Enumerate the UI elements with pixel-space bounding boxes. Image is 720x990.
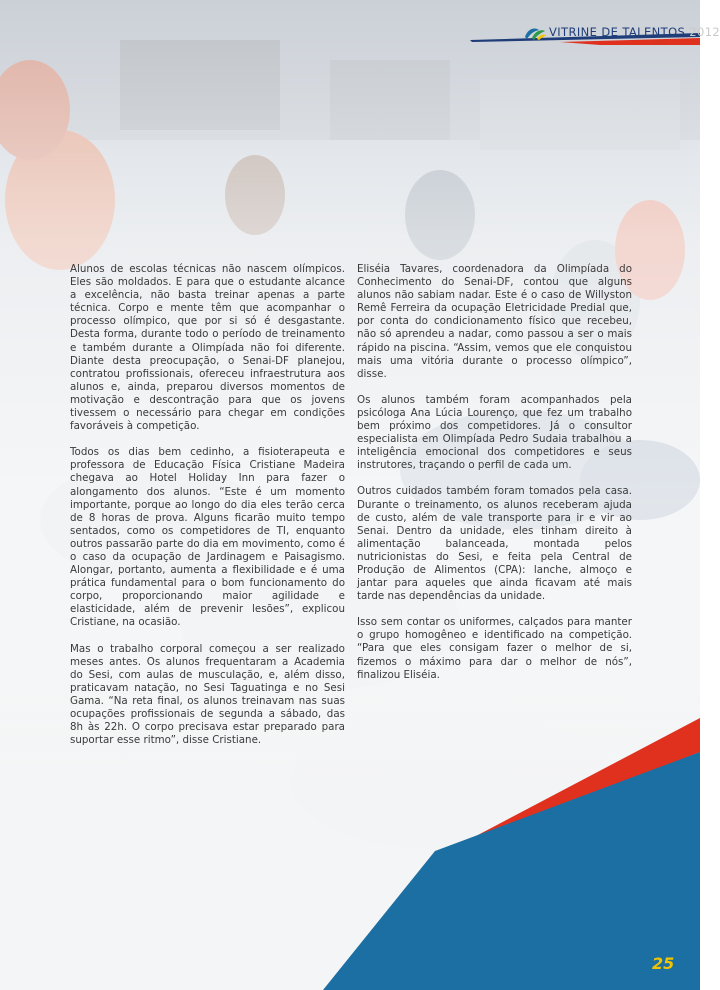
header-year: 2012 <box>689 25 720 39</box>
page-number: 25 <box>652 954 675 973</box>
header-title: VITRINE DE TALENTOS 2012 <box>549 25 720 39</box>
paragraph: Isso sem contar os uniformes, calçados para manter o grupo homogêneo e identificado na competição. “Para que eles consigam fazer o melhor de si, fizemos o máximo para dar o melhor de nós”, finalizou Eliséia. <box>357 616 632 681</box>
blue-shape <box>323 752 700 990</box>
header-subtitle: SENAI <box>654 40 666 45</box>
paragraph: Alunos de escolas técnicas não nascem olímpicos. Eles são moldados. E para que o estudante alcance a excelência, não basta treinar apenas a parte técnica. Corpo e mente têm que acompanhar o processo olímpico, que por si só é desgastante. Desta forma, durante todo o período de treinamento e também durante a Olimpíada não foi diferente. Diante desta preocupação, o Senai-DF planejou, contratou profissionais, ofereceu infraestrutura aos alunos e, ainda, preparou diversos momentos de motivação e descontração para que os jovens tivessem o necessário para chegar em condições favoráveis à competição. <box>70 263 345 433</box>
paragraph: Os alunos também foram acompanhados pela psicóloga Ana Lúcia Lourenço, que fez um trabalho bem próximo dos competidores. Já o consultor especialista em Olimpíada Pedro Sudaia trabalhou a inteligência emocional dos competidores e seus instrutores, traçando o perfil de cada um. <box>357 393 632 472</box>
paragraph: Mas o trabalho corporal começou a ser realizado meses antes. Os alunos frequentaram a Academia do Sesi, com aulas de musculação, e, além disso, praticavam natação, no Sesi Taguatinga e no Sesi Gama. “Na reta final, os alunos treinavam nas suas ocupações profissionais de segunda a sábado, das 8h às 22h. O corpo precisava estar preparado para suportar esse ritmo”, disse Cristiane. <box>70 642 345 747</box>
paragraph: Todos os dias bem cedinho, a fisioterapeuta e professora de Educação Física Cristiane Madeira chegava ao Hotel Holiday Inn para fazer o alongamento dos alunos. “Este é um momento importante, porque ao longo do dia eles terão cerca de 8 horas de prova. Alguns ficarão muito tempo sentados, como os competidores de TI, enquanto outros passarão parte do dia em movimento, como é o caso da ocupação de Jardinagem e Paisagismo. Alongar, portanto, aumenta a flexibilidade e é uma prática fundamental para o bom funcionamento do corpo, proporcionando maior agilidade e elasticidade, além de prevenir lesões”, explicou Cristiane, na ocasião. <box>70 446 345 629</box>
paragraph: Outros cuidados também foram tomados pela casa. Durante o treinamento, os alunos receberam ajuda de custo, além de vale transporte para ir e vir ao Senai. Dentro da unidade, eles tinham direito à alimentação balanceada, montada pelos nutricionistas do Sesi, e feita pela Central de Produção de Alimentos (CPA): lanche, almoço e jantar para aqueles que ainda ficavam até mais tarde nas dependências da unidade. <box>357 485 632 603</box>
paragraph: Eliséia Tavares, coordenadora da Olimpíada do Conhecimento do Senai-DF, contou que alguns alunos não sabiam nadar. Este é o caso de Willyston Remê Ferreira da ocupação Eletricidade Predial que, por conta do condicionamento físico que recebeu, não só aprendeu a nadar, como passou a ser o mais rápido na piscina. “Assim, vemos que ele conquistou mais uma vitória durante o processo olímpico”, disse. <box>357 263 632 380</box>
